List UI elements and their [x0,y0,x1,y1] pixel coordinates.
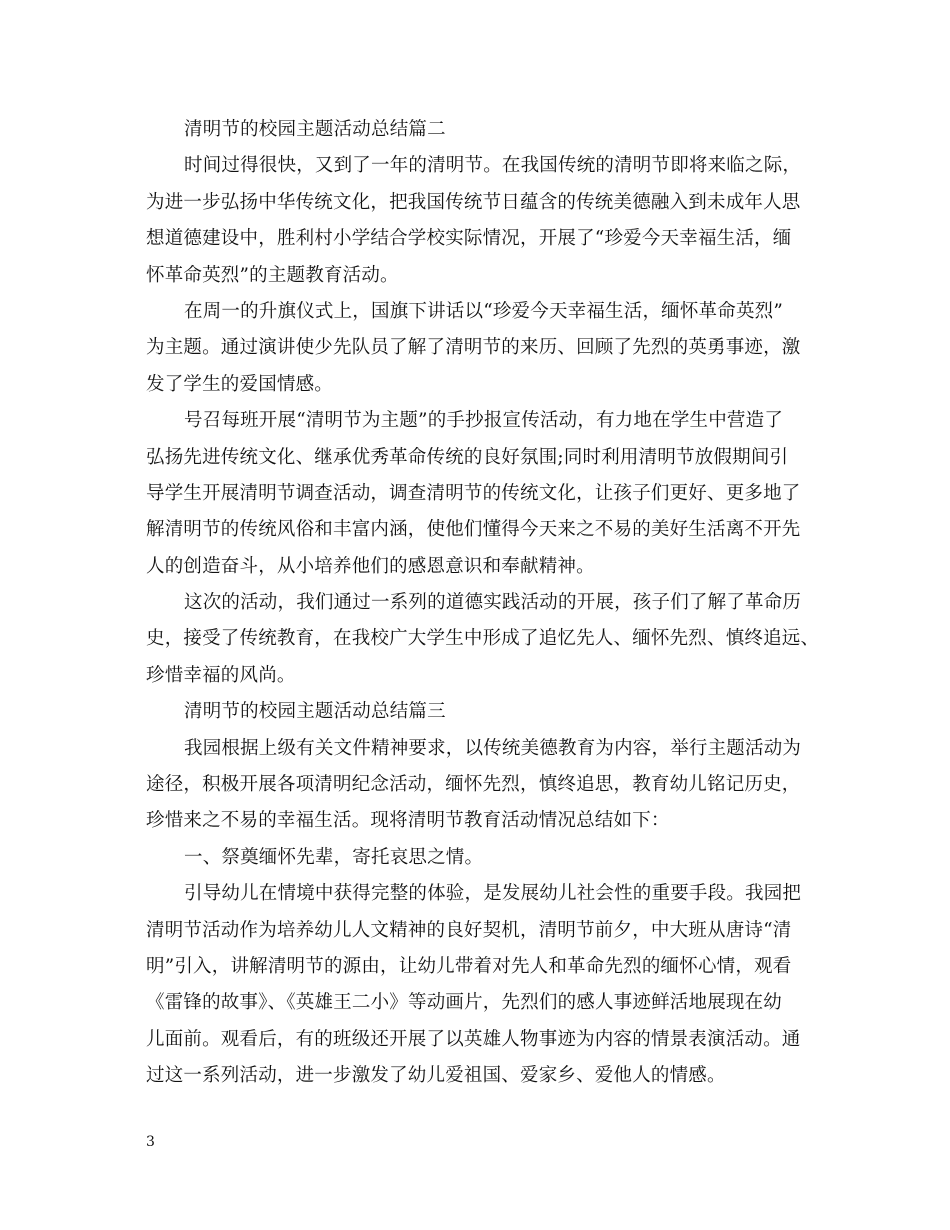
text-line: 途径，积极开展各项清明纪念活动，缅怀先烈，慎终追思，教育幼儿铭记历史， [146,774,801,796]
text-line: 为主题。通过演讲使少先队员了解了清明节的来历、回顾了先烈的英勇事迹，激 [146,337,801,359]
text-line: 发了学生的爱国情感。 [146,373,334,395]
text-line: 史，接受了传统教育，在我校广大学生中形成了追忆先人、缅怀先烈、慎终追远、 [146,628,820,650]
text-line: 解清明节的传统风俗和丰富内涵，使他们懂得今天来之不易的美好生活离不开先 [146,519,801,541]
text-line: 珍惜幸福的风尚。 [146,664,296,686]
text-line: 《雷锋的故事》、《英雄王二小》等动画片，先烈们的感人事迹鲜活地展现在幼 [146,992,783,1014]
text-line: 我园根据上级有关文件精神要求，以传统美德教育为内容，举行主题活动为 [184,737,802,759]
text-line: 儿面前。观看后，有的班级还开展了以英雄人物事迹为内容的情景表演活动。通 [146,1028,801,1050]
text-line: 过这一系列活动，进一步激发了幼儿爱祖国、爱家乡、爱他人的情感。 [146,1065,726,1087]
page-number: 3 [146,1134,155,1150]
text-line: 时间过得很快，又到了一年的清明节。在我国传统的清明节即将来临之际， [184,155,802,177]
text-line: 珍惜来之不易的幸福生活。现将清明节教育活动情况总结如下： [146,810,670,832]
text-line: 人的创造奋斗，从小培养他们的感恩意识和奉献精神。 [146,555,595,577]
text-line: 为进一步弘扬中华传统文化，把我国传统节日蕴含的传统美德融入到未成年人思 [146,191,801,213]
document-body [146,112,820,1095]
text-line: 一、祭奠缅怀先辈，寄托哀思之情。 [184,846,484,868]
text-line: 在周一的升旗仪式上，国旗下讲话以“珍爱今天幸福生活，缅怀革命英烈” [184,300,784,322]
text-line: 弘扬先进传统文化、继承优秀革命传统的良好氛围;同时利用清明节放假期间引 [146,446,789,468]
text-line: 清明节的校园主题活动总结篇二 [184,119,446,140]
text-line: 怀革命英烈”的主题教育活动。 [146,264,399,286]
text-line: 号召每班开展“清明节为主题”的手抄报宣传活动，有力地在学生中营造了 [184,410,784,432]
text-line: 引导幼儿在情境中获得完整的体验，是发展幼儿社会性的重要手段。我园把 [184,883,802,905]
text-line: 这次的活动，我们通过一系列的道德实践活动的开展，孩子们了解了革命历 [184,592,802,614]
text-line: 明”引入，讲解清明节的源由，让幼儿带着对先人和革命先烈的缅怀心情，观看 [146,955,792,977]
text-line: 导学生开展清明节调查活动，调查清明节的传统文化，让孩子们更好、更多地了 [146,482,801,504]
text-line: 想道德建设中，胜利村小学结合学校实际情况，开展了“珍爱今天幸福生活，缅 [146,228,792,250]
text-line: 清明节的校园主题活动总结篇三 [184,701,446,723]
text-line: 清明节活动作为培养幼儿人文精神的良好契机，清明节前夕，中大班从唐诗“清 [146,919,792,941]
